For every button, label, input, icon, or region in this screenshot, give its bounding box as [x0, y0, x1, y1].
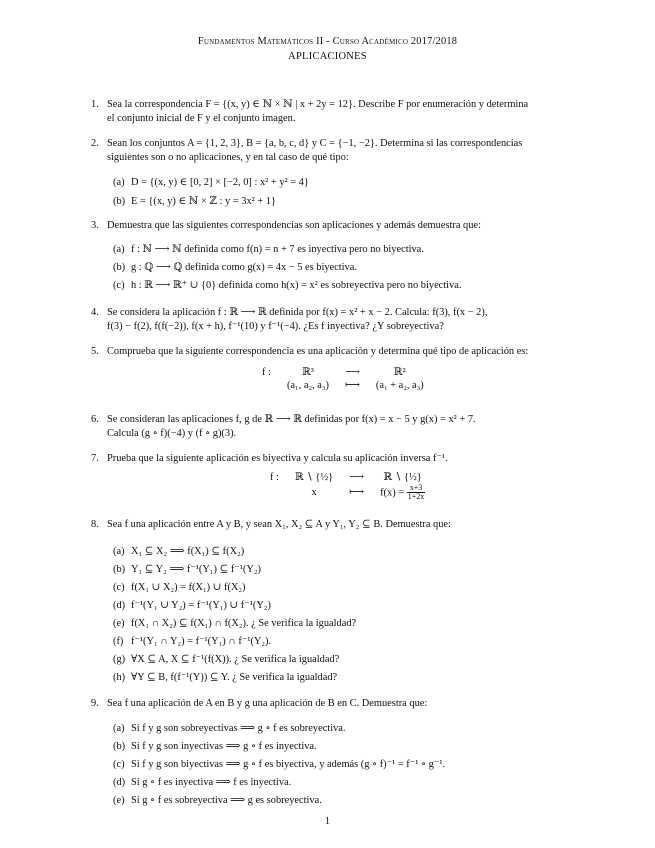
fraction-numerator: x+3 — [407, 484, 426, 493]
map-symbol: f : — [270, 472, 279, 483]
sub-item — [113, 617, 356, 630]
sub-item-label: (a) — [113, 546, 125, 557]
sub-item-text: Si f y g son biyectivas ⟹ g ∘ f es biyectiva, y además (g ∘ f)⁻¹ = f⁻¹ ∘ g⁻¹. — [131, 759, 446, 770]
sub-item — [113, 176, 309, 189]
problem-line: Se consideran las aplicaciones f, g de ℝ ⟶ ℝ definidas por f(x) = x − 5 y g(x) = x² + 7. — [107, 414, 476, 425]
sub-item-text: ∀Y ⊆ B, f(f⁻¹(Y)) ⊆ Y. ¿ Se verifica la igualdad? — [131, 672, 338, 683]
sub-item-text: D = {(x, y) ∈ [0, 2] × [−2, 0] : x² + y² = 4} — [131, 177, 309, 188]
sub-item — [113, 776, 291, 789]
sub-item — [113, 261, 357, 274]
sub-item — [113, 243, 424, 256]
problem-number: 3. — [91, 220, 99, 231]
problem-number: 6. — [91, 414, 99, 425]
sub-item-text: f(X₁ ∪ X₂) = f(X₁) ∪ f(X₂) — [131, 582, 246, 593]
problem-line: Se considera la aplicación f : ℝ ⟶ ℝ definida por f(x) = x² + x − 2. Calcula: f(3), f(x − 2), — [107, 307, 488, 318]
sub-item — [113, 740, 317, 753]
fraction — [407, 484, 426, 502]
sub-item — [113, 653, 339, 666]
sub-item-text: Y₁ ⊆ Y₂ ⟹ f⁻¹(Y₁) ⊆ f⁻¹(Y₂) — [131, 564, 261, 575]
map-mapsto: ⟼ — [349, 487, 365, 499]
sub-item — [113, 671, 337, 684]
display-map-7 — [262, 471, 433, 502]
sub-item — [113, 563, 261, 576]
problem-line: Comprueba que la siguiente correspondencia es una aplicación y determina qué tipo de aplicación es: — [107, 346, 529, 357]
problem-number: 5. — [91, 346, 99, 357]
problem-number: 9. — [91, 698, 99, 709]
sub-item-text: X₁ ⊆ X₂ ⟹ f(X₁) ⊆ f(X₂) — [131, 546, 245, 557]
sub-item-text: E = {(x, y) ∈ ℕ × ℤ : y = 3x² + 1} — [131, 196, 276, 207]
sub-item-label: (d) — [113, 777, 126, 788]
sub-item-text: Si g ∘ f es inyectiva ⟹ f es inyectiva. — [131, 777, 292, 788]
sub-item — [113, 279, 461, 292]
problem-number: 4. — [91, 307, 99, 318]
sub-item — [113, 794, 322, 807]
map-image: (a₁ + a₂, a₃) — [375, 380, 424, 391]
map-codomain: ℝ ∖ {½} — [383, 472, 422, 483]
map-domain: ℝ ∖ {½} — [294, 472, 334, 483]
sub-item-label: (c) — [113, 759, 125, 770]
problem-line: Sea f una aplicación entre A y B, y sean X₁, X₂ ⊆ A y Y₁, Y₂ ⊆ B. Demuestra que: — [107, 519, 451, 530]
sub-item-text: Si f y g son sobreyectivas ⟹ g ∘ f es sobreyectiva. — [131, 723, 346, 734]
problem-line: el conjunto inicial de F y el conjunto imagen. — [107, 113, 296, 124]
map-arrow: ⟶ — [344, 367, 360, 378]
map-symbol: f : — [262, 367, 271, 378]
problem-line: Sea la correspondencia F = {(x, y) ∈ ℕ × ℕ | x + 2y = 12}. Describe F por enumeración y determina — [107, 99, 529, 110]
sub-item-label: (c) — [113, 280, 125, 291]
display-map-5 — [254, 366, 432, 392]
sub-item-label: (d) — [113, 600, 126, 611]
problem-line: Sean los conjuntos A = {1, 2, 3}, B = {a, b, c, d} y C = {−1, −2}. Determina si las correspondencias — [107, 138, 523, 149]
sub-item — [113, 758, 445, 771]
sub-item-text: ∀X ⊆ A, X ⊆ f⁻¹(f(X)). ¿ Se verifica la igualdad? — [131, 654, 340, 665]
fraction-denominator: 1+2x — [407, 492, 425, 502]
problem-number: 2. — [91, 138, 99, 149]
map-arrow: ⟶ — [349, 472, 365, 483]
header-course: Fundamentos Matemáticos II - Curso Académico 2017/2018 — [197, 36, 458, 47]
sub-item — [113, 581, 246, 594]
sub-item-label: (a) — [113, 244, 125, 255]
map-codomain: ℝ² — [393, 367, 406, 378]
sub-item-label: (a) — [113, 723, 125, 734]
sub-item-text: f(X₁ ∩ X₂) ⊆ f(X₁) ∩ f(X₂). ¿ Se verifica la igualdad? — [131, 618, 357, 629]
problem-line: Prueba que la siguiente aplicación es biyectiva y calcula su aplicación inversa f⁻¹. — [107, 453, 448, 464]
problem-line: Sea f una aplicación de A en B y g una aplicación de B en C. Demuestra que: — [107, 698, 428, 709]
problem-line: siguientes son o no aplicaciones, y en tal caso de qué tipo: — [107, 152, 349, 163]
sub-item-text: g : ℚ ⟶ ℚ definida como g(x) = 4x − 5 es biyectiva. — [131, 262, 357, 273]
problem-line: f(3) − f(2), f(f(−2)), f(x + h), f⁻¹(10) y f⁻¹(−4). ¿Es f inyectiva? ¿Y sobreyectiva? — [107, 321, 444, 332]
problem-line: Calcula (g ∘ f)(−4) y (f ∘ g)(3). — [107, 428, 237, 439]
sub-item-label: (a) — [113, 177, 125, 188]
map-image-lhs: f(x) = — [380, 487, 405, 499]
sub-item — [113, 195, 276, 208]
sub-item — [113, 722, 345, 735]
sub-item-label: (b) — [113, 262, 126, 273]
sub-item — [113, 635, 271, 648]
sub-item — [113, 545, 244, 558]
header-title: APLICACIONES — [288, 51, 367, 62]
sub-item-label: (g) — [113, 654, 126, 665]
sub-item-label: (h) — [113, 672, 126, 683]
sub-item-text: f : ℕ ⟶ ℕ definida como f(n) = n + 7 es inyectiva pero no biyectiva. — [131, 244, 424, 255]
sub-item-label: (e) — [113, 618, 125, 629]
problem-number: 1. — [91, 99, 99, 110]
map-mapsto: ⟼ — [344, 380, 360, 391]
problem-number: 8. — [91, 519, 99, 530]
sub-item-label: (f) — [113, 636, 124, 647]
sub-item-label: (b) — [113, 564, 126, 575]
map-element: (a₁, a₂, a₃) — [286, 380, 329, 391]
sub-item-text: Si g ∘ f es sobreyectiva ⟹ g es sobreyectiva. — [131, 795, 322, 806]
sub-item — [113, 599, 271, 612]
sub-item-label: (e) — [113, 795, 125, 806]
problem-number: 7. — [91, 453, 99, 464]
sub-item-text: Si f y g son inyectivas ⟹ g ∘ f es inyectiva. — [131, 741, 317, 752]
sub-item-text: f⁻¹(Y₁ ∪ Y₂) = f⁻¹(Y₁) ∪ f⁻¹(Y₂) — [131, 600, 271, 611]
sub-item-label: (b) — [113, 741, 126, 752]
sub-item-text: f⁻¹(Y₁ ∩ Y₂) = f⁻¹(Y₁) ∩ f⁻¹(Y₂). — [131, 636, 272, 647]
map-image — [372, 484, 433, 502]
sub-item-text: h : ℝ ⟶ ℝ⁺ ∪ {0} definida como h(x) = x² es sobreyectiva pero no biyectiva. — [131, 280, 462, 291]
sub-item-label: (c) — [113, 582, 125, 593]
map-element: x — [311, 487, 317, 499]
page-number: 1 — [324, 816, 331, 827]
sub-item-label: (b) — [113, 196, 126, 207]
map-domain: ℝ³ — [302, 367, 314, 378]
problem-line: Demuestra que las siguientes correspondencias son aplicaciones y además demuestra que: — [107, 220, 481, 231]
